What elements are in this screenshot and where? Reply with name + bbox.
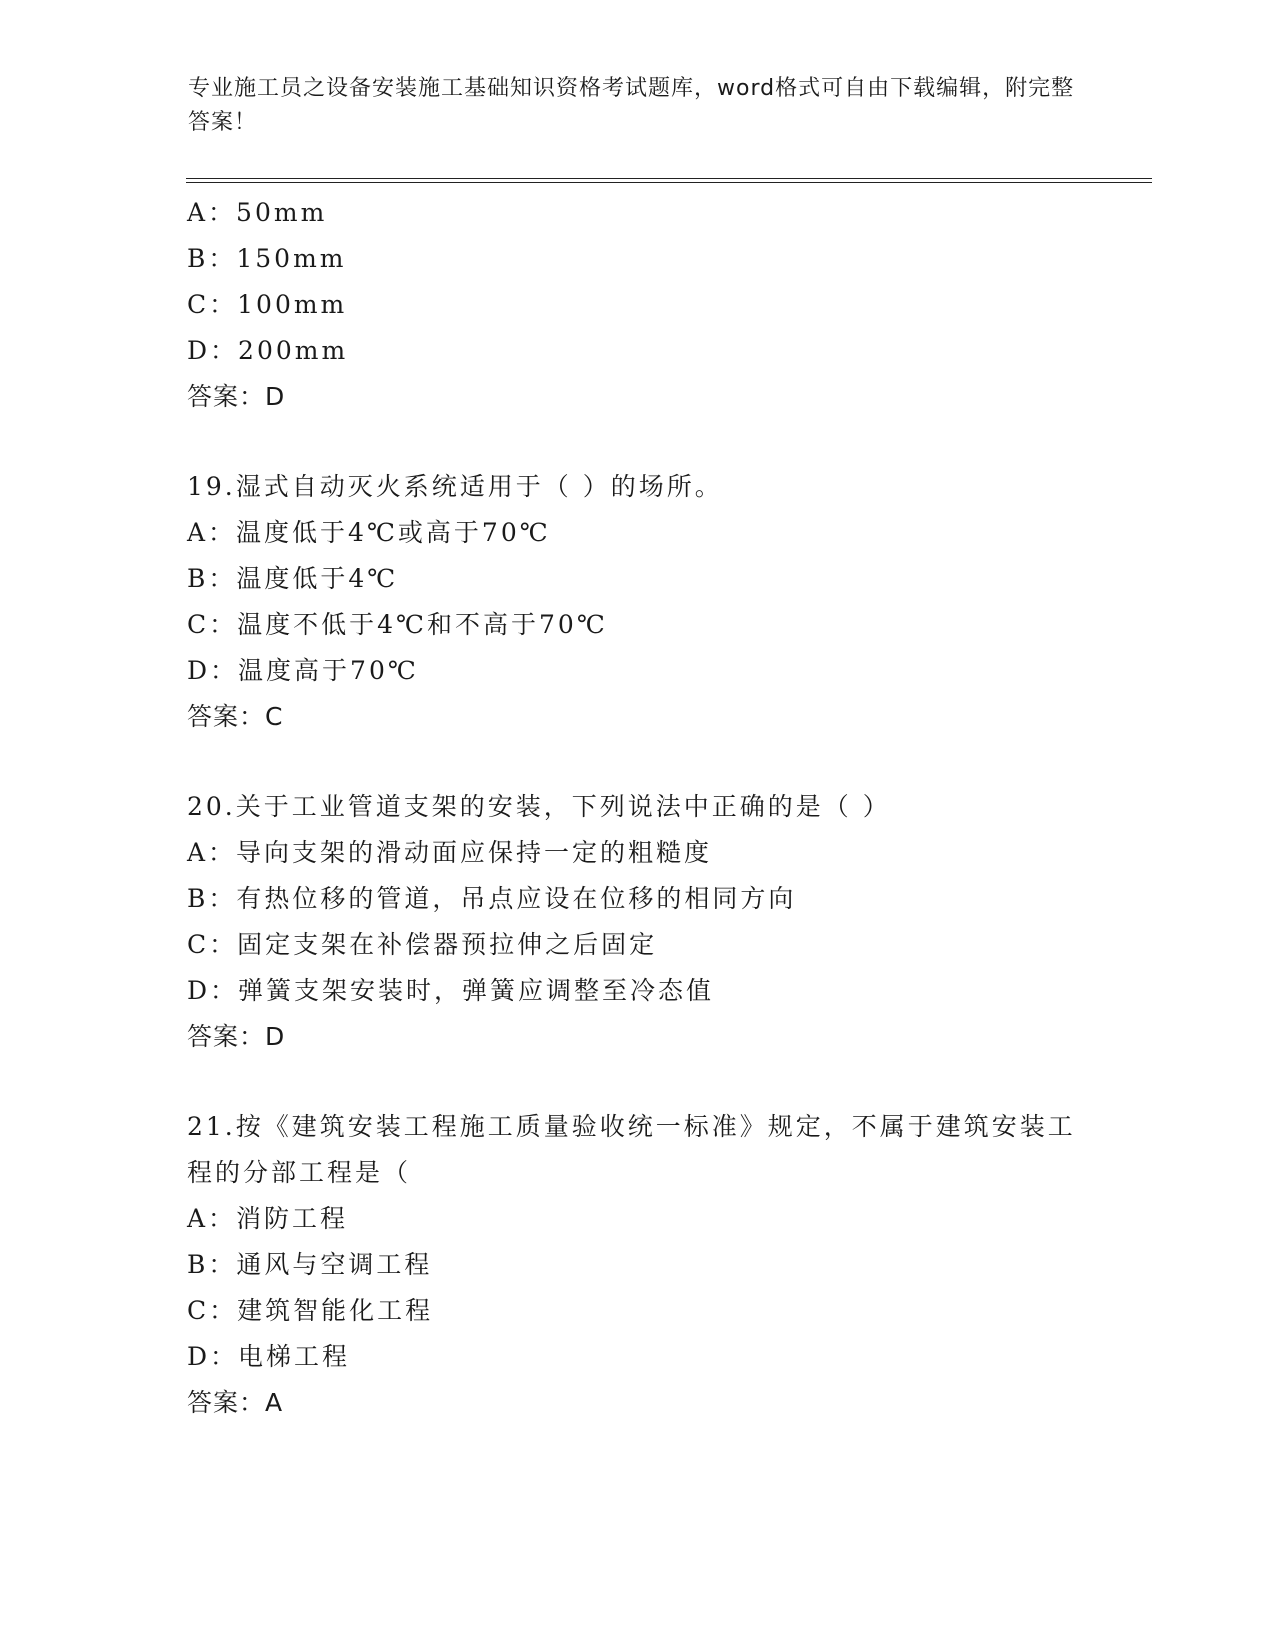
- header-divider-top: [186, 178, 1152, 179]
- answer: 答案：A: [187, 1388, 284, 1417]
- option-d: D：200mm: [187, 336, 349, 365]
- answer: 答案：D: [187, 382, 286, 411]
- option-a: A：消防工程: [187, 1204, 349, 1233]
- document-header: 专业施工员之设备安装施工基础知识资格考试题库，word格式可自由下载编辑，附完整答案！: [188, 76, 1075, 135]
- option-c: C：100mm: [187, 290, 348, 319]
- option-b: B：150mm: [187, 244, 347, 273]
- question-20-block: [187, 784, 1087, 1060]
- question-20-text: 20.关于工业管道支架的安装，下列说法中正确的是（ ）: [187, 792, 891, 821]
- answer: 答案：C: [187, 702, 284, 731]
- header-divider-bottom: [186, 182, 1152, 183]
- option-b: B：有热位移的管道，吊点应设在位移的相同方向: [187, 884, 797, 913]
- spacer: [187, 1060, 1087, 1104]
- spacer: [187, 740, 1087, 784]
- question-19-text: 19.湿式自动灭火系统适用于（ ）的场所。: [187, 472, 723, 501]
- question-19-block: [187, 464, 1087, 740]
- option-b: B：通风与空调工程: [187, 1250, 433, 1279]
- option-a: A：温度低于4℃或高于70℃: [187, 518, 551, 547]
- option-a: A：导向支架的滑动面应保持一定的粗糙度: [187, 838, 713, 867]
- option-d: D：弹簧支架安装时，弹簧应调整至冷态值: [187, 976, 715, 1005]
- question-21-text: 21.按《建筑安装工程施工质量验收统一标准》规定，不属于建筑安装工程的分部工程是（: [187, 1112, 1076, 1187]
- option-a: A：50mm: [187, 198, 328, 227]
- option-d: D：温度高于70℃: [187, 656, 419, 685]
- option-c: C：固定支架在补偿器预拉伸之后固定: [187, 930, 658, 959]
- option-c: C：温度不低于4℃和不高于70℃: [187, 610, 608, 639]
- option-c: C：建筑智能化工程: [187, 1296, 434, 1325]
- spacer: [187, 420, 1087, 464]
- question-list: [187, 190, 1087, 1426]
- option-d: D：电梯工程: [187, 1342, 351, 1371]
- answer: 答案：D: [187, 1022, 286, 1051]
- question-21-block: [187, 1104, 1087, 1426]
- option-b: B：温度低于4℃: [187, 564, 399, 593]
- previous-question-block: [187, 190, 1087, 420]
